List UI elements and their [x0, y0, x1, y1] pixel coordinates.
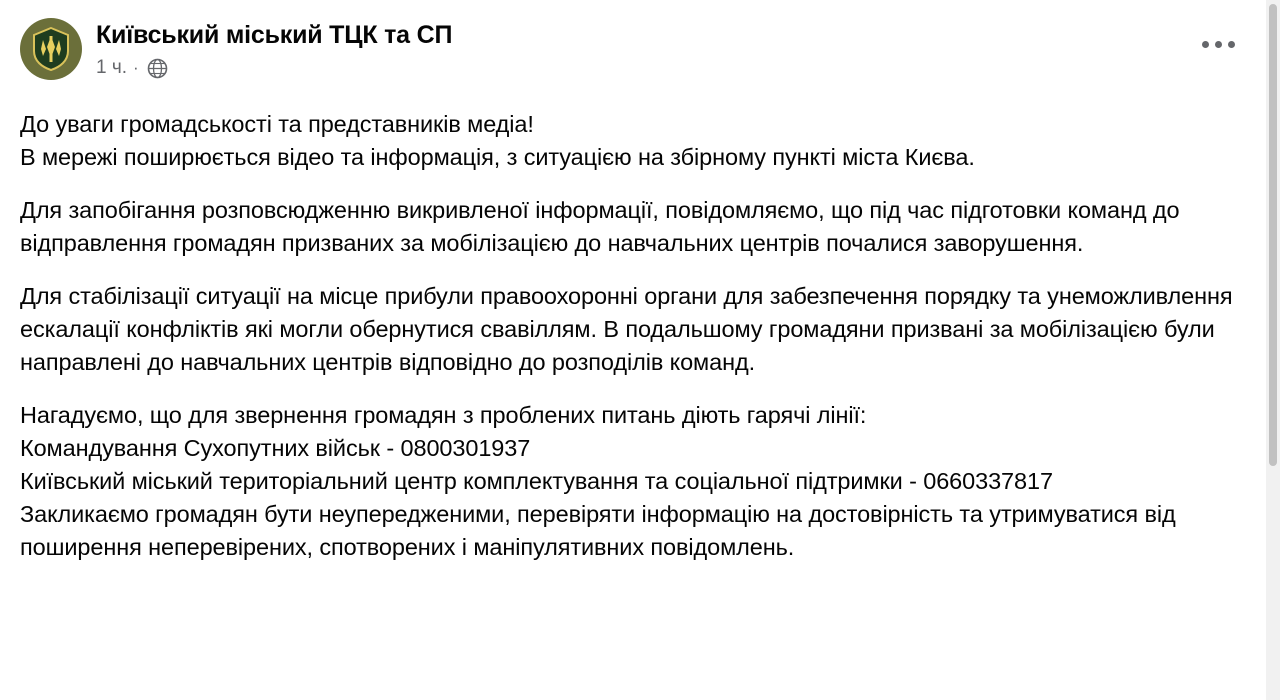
ellipsis-dot — [1202, 41, 1209, 48]
page-name[interactable]: Київський міський ТЦК та СП — [96, 21, 453, 49]
ellipsis-dot — [1228, 41, 1235, 48]
post-paragraph: До уваги громадськості та представників медіа! В мережі поширюється відео та інформація, з ситуацією на збірному пункті міста Києва. — [20, 111, 975, 170]
post-header-text — [96, 16, 452, 79]
scrollbar-thumb[interactable] — [1269, 4, 1277, 466]
post-body — [20, 108, 1240, 564]
post-meta — [96, 57, 452, 79]
meta-separator: · — [133, 58, 139, 77]
post-header — [20, 16, 1240, 90]
ellipsis-icon[interactable] — [1196, 30, 1240, 58]
post-paragraph: Для стабілізації ситуації на місце прибули правоохоронні органи для забезпечення порядку та унеможливлення ескалації конфліктів які могли обернутися свавіллям. В подальшому громадяни призвані за мобілізацією були направлені до навчальних центрів відповідно до розподілів команд. — [20, 283, 1233, 375]
post-paragraph: Для запобігання розповсюдженню викривленої інформації, повідомляємо, що під час підготовки команд до відправлення громадян призваних за мобілізацією до навчальних центрів почалися заворушення. — [20, 197, 1180, 256]
post-paragraph: Нагадуємо, що для звернення громадян з проблених питань діють гарячі лінії: Командування Сухопутних військ - 0800301937 Київський міський територіальний центр комплектування та соціальної підтримки - 0660337817 Закликаємо громадян бути неупередженими, перевіряти інформацію на достовірність та утримуватися від поширення неперевірених, спотворених і маніпулятивних повідомлень. — [20, 402, 1176, 560]
avatar[interactable] — [20, 18, 82, 80]
post-timestamp[interactable]: 1 ч. — [96, 57, 128, 78]
ellipsis-dot — [1215, 41, 1222, 48]
scrollbar-track[interactable] — [1266, 0, 1280, 700]
military-emblem-icon — [32, 27, 70, 71]
globe-icon[interactable] — [147, 58, 168, 79]
